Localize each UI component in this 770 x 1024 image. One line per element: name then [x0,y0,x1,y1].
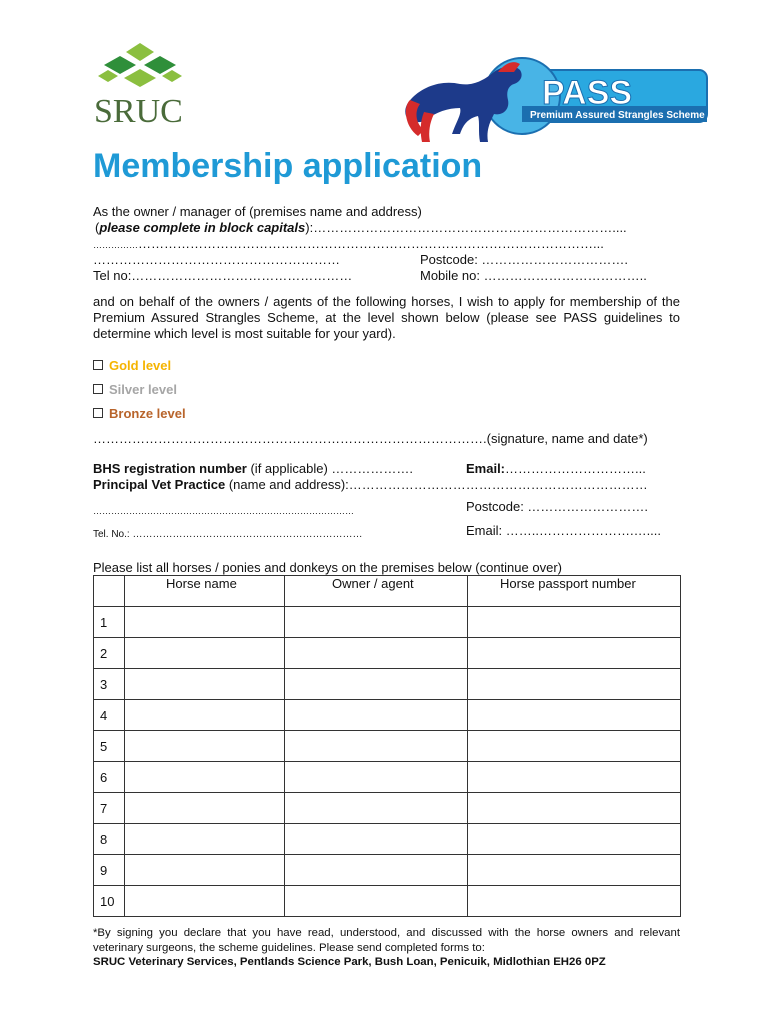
table-intro: Please list all horses / ponies and donkeys on the premises below (continue over) [93,560,562,575]
passport-number-cell[interactable] [468,824,681,855]
passport-number-cell[interactable] [468,638,681,669]
table-row [94,731,681,762]
svg-text:SRUC: SRUC [94,93,183,130]
horse-name-cell[interactable] [124,638,284,669]
owner-agent-cell[interactable] [284,886,468,917]
pass-logo [402,50,712,150]
level-silver[interactable]: Silver level [93,382,177,397]
horse-name-cell[interactable] [124,731,284,762]
owner-agent-cell[interactable] [284,824,468,855]
passport-number-cell[interactable] [468,762,681,793]
vet-tel-field[interactable]: Tel. No.: …………………………………………………………… [93,529,363,540]
row-number: 2 [94,638,125,669]
table-row [94,762,681,793]
owner-agent-cell[interactable] [284,669,468,700]
mobile-field[interactable]: Mobile no: ……………………………….. [420,268,647,283]
horse-name-cell[interactable] [124,855,284,886]
horse-name-cell[interactable] [124,762,284,793]
table-row [94,700,681,731]
vet-practice-field[interactable]: Principal Vet Practice (name and address):…………………………………………………………… [93,477,648,492]
row-number: 3 [94,669,125,700]
bhs-registration-field[interactable]: BHS registration number (if applicable) ………………. [93,461,414,476]
table-row [94,855,681,886]
row-number: 5 [94,731,125,762]
horse-name-cell[interactable] [124,607,284,638]
checkbox-silver[interactable] [93,384,103,394]
membership-paragraph: and on behalf of the owners / agents of the following horses, I wish to apply for membership of the Premium Assured Strangles Scheme, at the level shown below (please see PASS guidelines to determine which level is most suitable for your yard). [93,294,680,341]
table-row [94,793,681,824]
owner-agent-cell[interactable] [284,607,468,638]
sruc-logo [90,40,190,130]
horse-name-cell[interactable] [124,700,284,731]
svg-text:Premium Assured Strangles Sche: Premium Assured Strangles Scheme [530,110,705,121]
row-number: 7 [94,793,125,824]
level-gold[interactable]: Gold level [93,358,171,373]
horse-name-cell[interactable] [124,669,284,700]
row-number: 8 [94,824,125,855]
owner-agent-cell[interactable] [284,700,468,731]
tel-field[interactable]: Tel no:…………………………………………… [93,268,353,283]
owner-agent-cell[interactable] [284,855,468,886]
checkbox-gold[interactable] [93,360,103,370]
row-number: 9 [94,855,125,886]
row-number: 4 [94,700,125,731]
passport-number-cell[interactable] [468,886,681,917]
premises-address-field-2[interactable]: ………………………………………………… [93,252,340,267]
horse-name-cell[interactable] [124,886,284,917]
svg-text:PASS: PASS [542,74,633,112]
passport-number-cell[interactable] [468,669,681,700]
premises-address-field[interactable]: …………………………………………………………………………………………………………... [93,236,604,251]
header-owner-agent: Owner / agent [332,576,414,591]
table-row [94,824,681,855]
row-number: 10 [94,886,125,917]
vet-address-field[interactable]: …………………………………………………………………………… [93,506,354,516]
passport-number-cell[interactable] [468,700,681,731]
vet-postcode-field[interactable]: Postcode: ………………………. [466,499,649,514]
header-passport-number: Horse passport number [500,576,636,591]
table-row [94,886,681,917]
passport-number-cell[interactable] [468,607,681,638]
table-row [94,638,681,669]
owner-agent-cell[interactable] [284,762,468,793]
passport-number-cell[interactable] [468,731,681,762]
page-title: Membership application [93,147,483,185]
header-horse-name: Horse name [166,576,237,591]
owner-agent-cell[interactable] [284,731,468,762]
horse-table [93,575,681,917]
return-address: SRUC Veterinary Services, Pentlands Science Park, Bush Loan, Penicuik, Midlothian EH26 0PZ [93,956,606,968]
level-bronze[interactable]: Bronze level [93,406,186,421]
footer-note: *By signing you declare that you have read, understood, and discussed with the horse owners and relevant veterinary surgeons, the scheme guidelines. Please send completed forms to: SRUC Veterinary Services, Pentlands Science Park, Bush Loan, Penicuik, Midlothian EH26 0PZ [93,927,680,968]
owner-agent-cell[interactable] [284,638,468,669]
row-number: 1 [94,607,125,638]
intro-line-2: (please complete in block capitals):…………………………………………………………….... [95,220,627,235]
horse-name-cell[interactable] [124,824,284,855]
owner-agent-cell[interactable] [284,793,468,824]
postcode-field[interactable]: Postcode: ……………………………. [420,252,629,267]
signature-line[interactable]: ……………………………………………………………………………….(signature, name and date*) [93,431,648,446]
row-number: 6 [94,762,125,793]
intro-line-1: As the owner / manager of (premises name and address) [93,204,422,219]
checkbox-bronze[interactable] [93,408,103,418]
table-row [94,669,681,700]
passport-number-cell[interactable] [468,855,681,886]
horse-name-cell[interactable] [124,793,284,824]
passport-number-cell[interactable] [468,793,681,824]
vet-email-field[interactable]: Email: ……..………………….….... [466,523,662,538]
bhs-email-field[interactable]: Email:…………………………... [466,461,646,476]
table-row [94,607,681,638]
